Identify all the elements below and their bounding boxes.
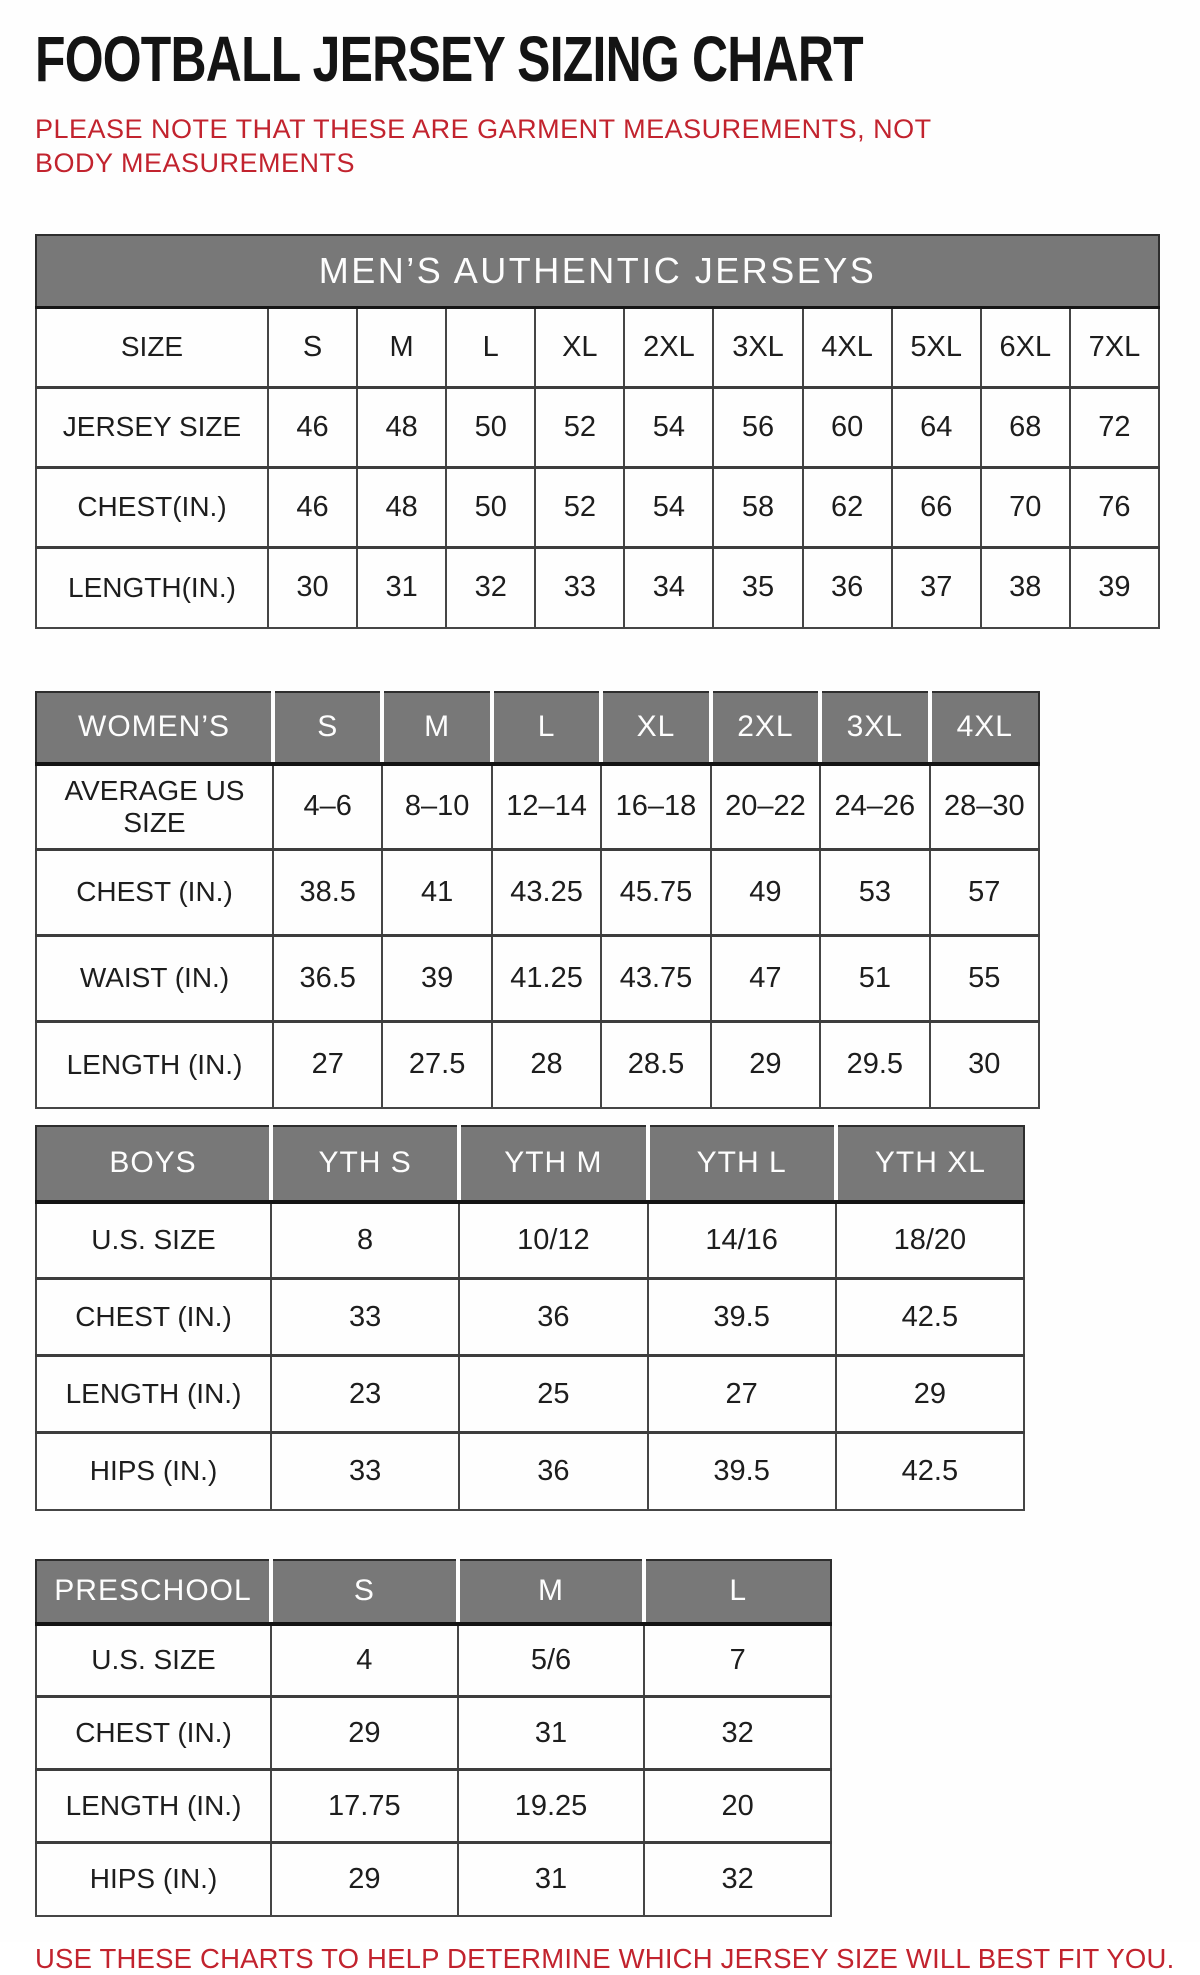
value-cell: 45.75 (601, 850, 710, 936)
value-cell: 5/6 (458, 1624, 645, 1697)
value-cell: 36 (459, 1279, 647, 1356)
column-header: YTH M (459, 1126, 647, 1202)
value-cell: 27 (273, 1022, 382, 1108)
column-header: L (644, 1560, 831, 1624)
column-header: M (382, 692, 491, 764)
column-header: S (273, 692, 382, 764)
value-cell: 20–22 (711, 764, 820, 850)
value-cell: 39.5 (648, 1433, 836, 1510)
value-cell: L (446, 308, 535, 388)
table-row (36, 1202, 1024, 1279)
value-cell: 52 (535, 388, 624, 468)
value-cell: 5XL (892, 308, 981, 388)
value-cell: 41.25 (492, 936, 601, 1022)
value-cell: 51 (820, 936, 929, 1022)
table-row (36, 764, 1039, 850)
table-row (36, 850, 1039, 936)
value-cell: 2XL (624, 308, 713, 388)
value-cell: 48 (357, 468, 446, 548)
value-cell: 55 (930, 936, 1039, 1022)
value-cell: 29 (711, 1022, 820, 1108)
row-label: CHEST (IN.) (36, 1697, 271, 1770)
row-label: U.S. SIZE (36, 1624, 271, 1697)
value-cell: 32 (644, 1697, 831, 1770)
womens-header-row (36, 692, 1039, 764)
value-cell: 14/16 (648, 1202, 836, 1279)
value-cell: 66 (892, 468, 981, 548)
value-cell: 31 (357, 548, 446, 628)
value-cell: M (357, 308, 446, 388)
column-header: YTH S (271, 1126, 459, 1202)
value-cell: 12–14 (492, 764, 601, 850)
value-cell: 53 (820, 850, 929, 936)
value-cell: 4 (271, 1624, 458, 1697)
row-label: HIPS (IN.) (36, 1843, 271, 1916)
value-cell: 31 (458, 1697, 645, 1770)
value-cell: 72 (1070, 388, 1159, 468)
row-label: CHEST (IN.) (36, 1279, 271, 1356)
value-cell: 42.5 (836, 1279, 1024, 1356)
value-cell: 37 (892, 548, 981, 628)
footer-advice-text: USE THESE CHARTS TO HELP DETERMINE WHICH JERSEY SIZE WILL BEST FIT YOU. (35, 1942, 1175, 1974)
value-cell: 32 (644, 1843, 831, 1916)
value-cell: 60 (803, 388, 892, 468)
value-cell: 38.5 (273, 850, 382, 936)
value-cell: 46 (268, 388, 357, 468)
column-header: 2XL (711, 692, 820, 764)
value-cell: 25 (459, 1356, 647, 1433)
table-row (36, 1279, 1024, 1356)
value-cell: 29 (271, 1697, 458, 1770)
row-label: CHEST(IN.) (36, 468, 268, 548)
garment-measurement-note: PLEASE NOTE THAT THESE ARE GARMENT MEASUREMENTS, NOT BODY MEASUREMENTS (35, 114, 932, 179)
value-cell: 34 (624, 548, 713, 628)
value-cell: 70 (981, 468, 1070, 548)
preschool-sizing-table (35, 1559, 832, 1917)
value-cell: 54 (624, 388, 713, 468)
row-label: JERSEY SIZE (36, 388, 268, 468)
value-cell: 19.25 (458, 1770, 645, 1843)
womens-sizing-table (35, 691, 1040, 1109)
value-cell: 6XL (981, 308, 1070, 388)
table-header-label: WOMEN’S (36, 692, 273, 764)
value-cell: 8–10 (382, 764, 491, 850)
value-cell: 28.5 (601, 1022, 710, 1108)
row-label: LENGTH(IN.) (36, 548, 268, 628)
value-cell: 35 (713, 548, 802, 628)
value-cell: 39.5 (648, 1279, 836, 1356)
value-cell: 47 (711, 936, 820, 1022)
table-row (36, 1697, 831, 1770)
mens-authentic-jerseys-table (35, 234, 1160, 629)
column-header: 4XL (930, 692, 1039, 764)
table-row (36, 308, 1159, 388)
value-cell: 36.5 (273, 936, 382, 1022)
value-cell: 3XL (713, 308, 802, 388)
value-cell: 68 (981, 388, 1070, 468)
mens-table-banner: MEN’S AUTHENTIC JERSEYS (36, 235, 1159, 308)
value-cell: 30 (268, 548, 357, 628)
column-header: S (271, 1560, 458, 1624)
column-header: YTH L (648, 1126, 836, 1202)
value-cell: 64 (892, 388, 981, 468)
value-cell: S (268, 308, 357, 388)
table-header-label: BOYS (36, 1126, 271, 1202)
column-header: 3XL (820, 692, 929, 764)
page-title (35, 22, 1200, 96)
value-cell: XL (535, 308, 624, 388)
preschool-header-row (36, 1560, 831, 1624)
value-cell: 56 (713, 388, 802, 468)
value-cell: 49 (711, 850, 820, 936)
boys-header-row (36, 1126, 1024, 1202)
value-cell: 62 (803, 468, 892, 548)
row-label: HIPS (IN.) (36, 1433, 271, 1510)
table-row (36, 1356, 1024, 1433)
table-header-label: PRESCHOOL (36, 1560, 271, 1624)
value-cell: 43.75 (601, 936, 710, 1022)
value-cell: 28 (492, 1022, 601, 1108)
value-cell: 52 (535, 468, 624, 548)
value-cell: 41 (382, 850, 491, 936)
value-cell: 57 (930, 850, 1039, 936)
table-row (36, 1433, 1024, 1510)
value-cell: 29 (836, 1356, 1024, 1433)
value-cell: 4XL (803, 308, 892, 388)
value-cell: 18/20 (836, 1202, 1024, 1279)
value-cell: 36 (803, 548, 892, 628)
boys-sizing-table (35, 1125, 1025, 1511)
value-cell: 23 (271, 1356, 459, 1433)
row-label: LENGTH (IN.) (36, 1022, 273, 1108)
row-label: LENGTH (IN.) (36, 1770, 271, 1843)
row-label: WAIST (IN.) (36, 936, 273, 1022)
value-cell: 10/12 (459, 1202, 647, 1279)
table-row (36, 936, 1039, 1022)
value-cell: 27.5 (382, 1022, 491, 1108)
value-cell: 33 (271, 1279, 459, 1356)
table-row (36, 1022, 1039, 1108)
column-header: M (458, 1560, 645, 1624)
value-cell: 30 (930, 1022, 1039, 1108)
value-cell: 16–18 (601, 764, 710, 850)
row-label: AVERAGE US SIZE (36, 764, 273, 850)
value-cell: 54 (624, 468, 713, 548)
table-row (36, 1843, 831, 1916)
value-cell: 43.25 (492, 850, 601, 936)
value-cell: 4–6 (273, 764, 382, 850)
value-cell: 42.5 (836, 1433, 1024, 1510)
row-label: LENGTH (IN.) (36, 1356, 271, 1433)
value-cell: 39 (1070, 548, 1159, 628)
table-row (36, 468, 1159, 548)
row-label: U.S. SIZE (36, 1202, 271, 1279)
value-cell: 31 (458, 1843, 645, 1916)
value-cell: 36 (459, 1433, 647, 1510)
value-cell: 7XL (1070, 308, 1159, 388)
value-cell: 7 (644, 1624, 831, 1697)
row-label: SIZE (36, 308, 268, 388)
value-cell: 50 (446, 468, 535, 548)
value-cell: 17.75 (271, 1770, 458, 1843)
value-cell: 29.5 (820, 1022, 929, 1108)
row-label: CHEST (IN.) (36, 850, 273, 936)
value-cell: 20 (644, 1770, 831, 1843)
value-cell: 76 (1070, 468, 1159, 548)
value-cell: 24–26 (820, 764, 929, 850)
table-row (36, 1770, 831, 1843)
value-cell: 50 (446, 388, 535, 468)
value-cell: 8 (271, 1202, 459, 1279)
value-cell: 29 (271, 1843, 458, 1916)
value-cell: 33 (271, 1433, 459, 1510)
column-header: XL (601, 692, 710, 764)
value-cell: 32 (446, 548, 535, 628)
value-cell: 28–30 (930, 764, 1039, 850)
table-row (36, 548, 1159, 628)
value-cell: 38 (981, 548, 1070, 628)
column-header: L (492, 692, 601, 764)
table-row (36, 388, 1159, 468)
value-cell: 48 (357, 388, 446, 468)
column-header: YTH XL (836, 1126, 1024, 1202)
value-cell: 58 (713, 468, 802, 548)
value-cell: 46 (268, 468, 357, 548)
value-cell: 27 (648, 1356, 836, 1433)
page-title-text: FOOTBALL JERSEY SIZING CHART (35, 23, 863, 95)
table-row (36, 1624, 831, 1697)
value-cell: 33 (535, 548, 624, 628)
value-cell: 39 (382, 936, 491, 1022)
mens-banner-row (36, 235, 1159, 308)
